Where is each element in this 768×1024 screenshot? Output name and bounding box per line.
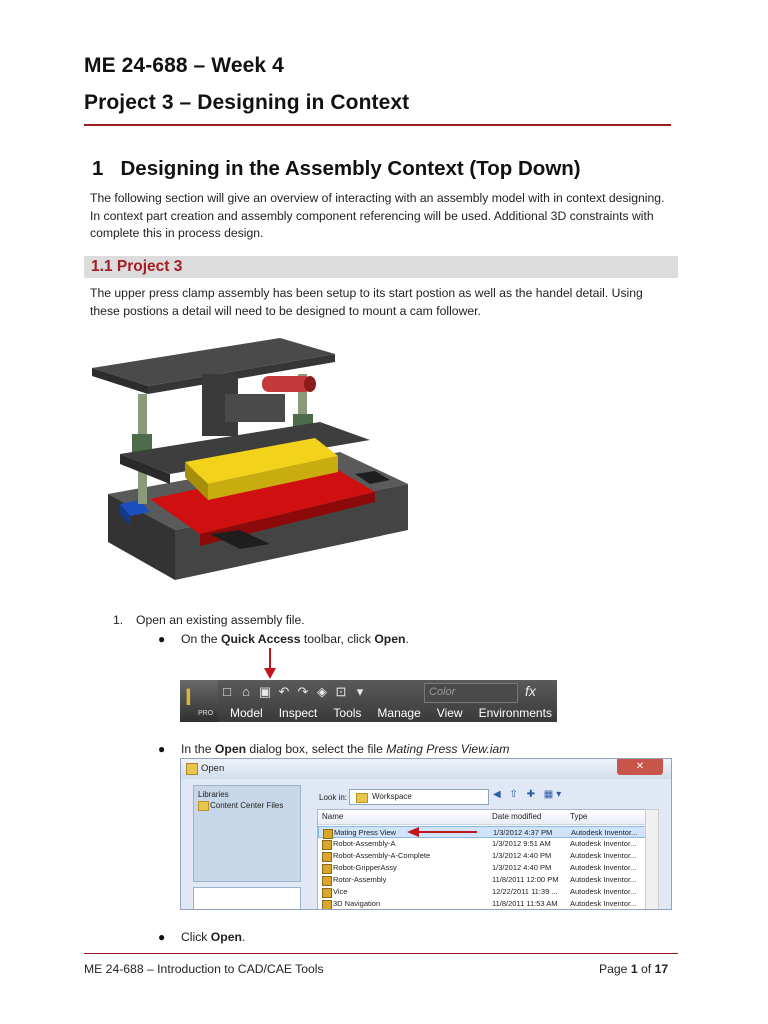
document-subtitle: Project 3 – Designing in Context	[84, 91, 410, 114]
tab-manage[interactable]: Manage	[377, 706, 421, 720]
parameters-fx-icon[interactable]: fx	[525, 683, 536, 699]
close-button[interactable]: ✕	[617, 759, 663, 775]
navigation-icons[interactable]: ◀ ⇧ ✚ ▦▾	[493, 789, 565, 800]
file-row-selected[interactable]: Mating Press View 1/3/2012 4:37 PM Autodesk Inventor...	[318, 826, 646, 838]
bullet-open-dialog: In the Open dialog box, select the file Mating Press View.iam	[181, 742, 510, 756]
color-dropdown-value: Color	[429, 686, 456, 698]
file-row[interactable]: Robot-Assembly-A 1/3/2012 9:51 AM Autodesk Inventor...	[318, 838, 646, 850]
press-clamp-assembly-image	[90, 334, 410, 594]
dialog-titlebar	[181, 759, 671, 779]
callout-arrow	[263, 648, 277, 680]
file-row[interactable]: Vice 12/22/2011 11:39 ... Autodesk Inventor...	[318, 886, 646, 898]
assembly-file-icon	[322, 840, 332, 850]
open-file-icon[interactable]: ⌂	[242, 684, 250, 699]
folder-icon	[198, 801, 209, 811]
file-row[interactable]: Rotor-Assembly 11/8/2011 12:00 PM Autodesk Inventor...	[318, 874, 646, 886]
bullet-dot: ●	[158, 930, 166, 944]
tab-model[interactable]: Model	[230, 706, 263, 720]
tab-view[interactable]: View	[436, 706, 463, 720]
preview-pane	[193, 887, 301, 910]
save-icon[interactable]: ▣	[258, 684, 272, 699]
footer-page-number: Page 1 of 17	[599, 962, 669, 976]
header-rule	[84, 124, 671, 126]
section-number: 1	[92, 157, 104, 180]
bullet-click-open: Click Open.	[181, 930, 246, 944]
column-type[interactable]: Type	[570, 812, 588, 821]
file-list	[317, 809, 647, 910]
document-title: ME 24-688 – Week 4	[84, 54, 284, 77]
column-date-modified[interactable]: Date modified	[492, 812, 542, 821]
color-dropdown[interactable]	[424, 683, 518, 703]
dropdown-chevron-icon[interactable]: ▾	[356, 684, 364, 699]
section-heading	[92, 157, 581, 181]
file-list-scrollbar[interactable]	[645, 809, 659, 910]
assembly-file-icon	[322, 900, 332, 910]
undo-icon[interactable]: ↶	[278, 684, 290, 699]
bullet-quick-access: On the Quick Access toolbar, click Open.	[181, 632, 409, 646]
selection-callout-arrow	[407, 827, 477, 837]
footer-course-name: ME 24-688 – Introduction to CAD/CAE Tools	[84, 962, 324, 976]
inventor-logo-icon: I	[185, 684, 192, 711]
assembly-file-icon	[322, 864, 332, 874]
locations-pane	[193, 785, 301, 882]
tab-inspect[interactable]: Inspect	[278, 706, 318, 720]
assembly-file-icon	[322, 876, 332, 886]
subsection-paragraph: The upper press clamp assembly has been setup to its start postion as well as the handel detail. Using these postions a detail will need to be designed to mount a cam follower.	[90, 286, 643, 318]
ribbon-tabs	[220, 706, 557, 720]
dialog-title: Open	[201, 763, 225, 774]
subsection-heading: 1.1 Project 3	[91, 258, 183, 275]
bullet-dot: ●	[158, 632, 166, 646]
select-icon[interactable]: ⊡	[335, 684, 347, 699]
application-menu-button[interactable]	[180, 680, 218, 722]
tab-environments[interactable]: Environments	[478, 706, 552, 720]
section-title: Designing in the Assembly Context (Top Down)	[120, 157, 581, 180]
open-dialog	[180, 758, 672, 910]
look-in-label: Look in:	[319, 793, 348, 802]
bullet-dot: ●	[158, 742, 166, 756]
redo-icon[interactable]: ↷	[297, 684, 309, 699]
content-center-item[interactable]: Content Center Files	[210, 801, 284, 810]
section-intro-paragraph: The following section will give an overview of interacting with an assembly model with in context designing. In context part creation and assembly component referencing will be used. Additional 3D constraints with complete this in process design.	[90, 191, 665, 240]
footer-rule	[84, 953, 678, 954]
file-row[interactable]: Robot-GripperAssy 1/3/2012 4:40 PM Autodesk Inventor...	[318, 862, 646, 874]
update-icon[interactable]: ◈	[317, 684, 327, 699]
file-list-header	[318, 810, 646, 825]
step-number: 1.	[113, 613, 124, 627]
new-file-icon[interactable]: □	[223, 684, 231, 699]
inventor-app-icon	[186, 763, 198, 775]
look-in-value: Workspace	[372, 792, 412, 801]
inventor-ribbon	[180, 680, 557, 722]
look-in-dropdown[interactable]	[349, 789, 489, 805]
libraries-item[interactable]: Libraries	[198, 790, 229, 799]
quick-access-toolbar	[220, 683, 372, 703]
column-name[interactable]: Name	[322, 812, 344, 821]
tab-tools[interactable]: Tools	[333, 706, 362, 720]
folder-icon	[356, 793, 368, 803]
pro-badge: PRO	[198, 710, 214, 717]
step-text: Open an existing assembly file.	[136, 613, 305, 627]
assembly-file-icon	[322, 852, 332, 862]
file-row[interactable]: Robot-Assembly-A-Complete 1/3/2012 4:40 PM Autodesk Inventor...	[318, 850, 646, 862]
file-row[interactable]: 3D Navigation 11/8/2011 11:53 AM Autodesk Inventor...	[318, 898, 646, 910]
assembly-file-icon	[322, 888, 332, 898]
